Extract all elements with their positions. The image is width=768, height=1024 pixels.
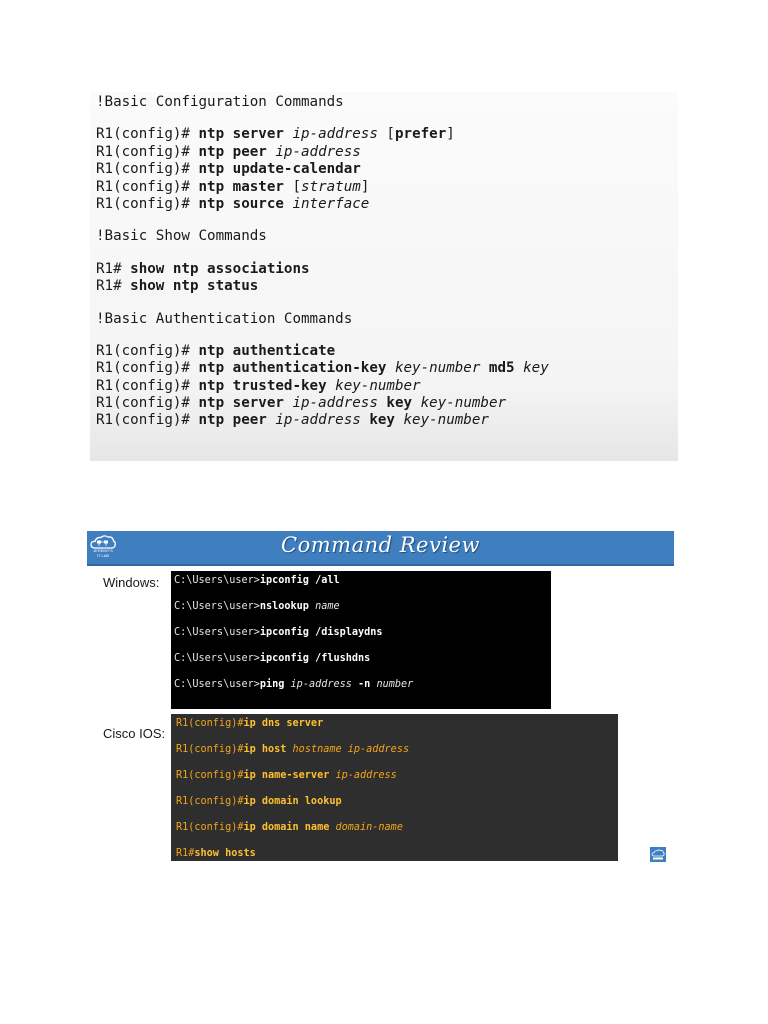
command-review-slide	[87, 531, 674, 868]
command-segment: ip-address	[275, 412, 361, 429]
command-segment: C:\Users\user>	[174, 627, 260, 638]
command-segment: ntp authenticate	[198, 342, 336, 359]
command-segment: ip-address	[335, 770, 397, 781]
command-segment: C:\Users\user>	[174, 653, 260, 664]
windows-command-line	[174, 678, 551, 704]
command-segment: [	[377, 126, 395, 143]
command-segment: hostname ip-address	[292, 744, 410, 755]
command-line	[96, 179, 678, 196]
command-segment: R1(config)#	[96, 342, 199, 359]
ios-command-line	[176, 795, 618, 821]
section-heading: !Basic Show Commands	[96, 228, 267, 245]
windows-command-line	[174, 574, 551, 600]
command-segment: ip dns server	[243, 718, 324, 729]
command-segment: key-number	[420, 395, 507, 412]
command-line	[96, 196, 678, 213]
ios-command-line	[176, 847, 618, 868]
command-segment: R1(config)#	[96, 395, 199, 412]
command-segment: ntp peer	[198, 143, 276, 160]
command-segment: show ntp status	[130, 278, 259, 295]
command-segment: ip host	[243, 744, 293, 755]
section-heading: !Basic Configuration Commands	[96, 94, 344, 110]
ios-command-line	[176, 743, 618, 769]
ios-command-line	[176, 717, 618, 743]
command-line	[96, 261, 678, 278]
command-segment: ntp source	[198, 195, 293, 212]
section-heading: !Basic Authentication Commands	[96, 310, 353, 327]
logo-text: JEREMY'S IT LAB	[93, 548, 113, 558]
command-line	[96, 161, 678, 178]
command-segment: ip-address	[290, 679, 352, 690]
command-segment: ip name-server	[243, 770, 336, 781]
windows-command-line	[174, 652, 551, 678]
windows-command-line	[174, 600, 551, 626]
command-segment: ip-address	[292, 395, 378, 412]
command-segment: ntp update-calendar	[198, 161, 361, 178]
command-segment: key-number	[394, 360, 481, 377]
command-segment: ipconfig /all	[259, 575, 340, 586]
command-segment: ip-address	[292, 126, 378, 143]
command-segment: ]	[446, 126, 455, 143]
command-segment: show ntp associations	[130, 260, 310, 277]
small-logo-icon	[650, 847, 666, 862]
command-segment: R1#	[176, 848, 195, 859]
command-segment: ntp authentication-key	[198, 360, 395, 377]
command-segment: R1(config)#	[96, 161, 199, 178]
command-segment: ipconfig /displaydns	[259, 627, 383, 638]
command-segment: domain-name	[335, 822, 403, 833]
command-segment: key	[377, 395, 421, 412]
command-segment: ip-address	[275, 143, 361, 160]
command-segment: -n	[351, 679, 377, 690]
command-segment: ntp server	[198, 395, 293, 412]
command-segment: ip domain lookup	[243, 796, 342, 807]
slide-header	[87, 531, 674, 566]
command-segment: R1(config)#	[176, 718, 244, 729]
command-segment: interface	[292, 195, 370, 212]
command-segment: ]	[360, 178, 370, 195]
command-segment: ntp peer	[198, 412, 276, 429]
windows-terminal	[171, 571, 551, 709]
windows-command-line	[174, 626, 551, 652]
command-segment: R1(config)#	[96, 412, 199, 429]
command-line	[96, 278, 678, 295]
command-segment: ntp trusted-key	[198, 377, 336, 394]
command-segment: key	[523, 360, 549, 377]
command-segment: R1(config)#	[96, 360, 199, 377]
command-segment: nslookup	[259, 601, 316, 612]
cisco-ios-terminal	[171, 714, 618, 861]
command-segment: C:\Users\user>	[174, 575, 260, 586]
command-segment: R1#	[96, 260, 131, 277]
command-line	[96, 360, 678, 377]
command-line	[96, 126, 678, 143]
command-segment: R1(config)#	[176, 744, 244, 755]
command-segment: key	[360, 412, 404, 429]
command-segment: number	[376, 679, 414, 690]
command-segment: [	[292, 178, 302, 195]
command-segment: stratum	[301, 178, 361, 195]
command-segment: ping	[259, 679, 291, 690]
command-segment: R1(config)#	[176, 796, 244, 807]
command-segment: R1#	[96, 278, 131, 295]
ntp-commands-panel	[90, 92, 678, 461]
command-segment: ntp server	[198, 126, 293, 143]
command-line	[96, 144, 678, 161]
command-segment: R1(config)#	[96, 143, 199, 160]
command-segment: R1(config)#	[96, 178, 199, 195]
command-segment: R1(config)#	[96, 377, 199, 394]
command-segment: show hosts	[194, 848, 256, 859]
command-segment: ipconfig /flushdns	[259, 653, 371, 664]
command-segment: ntp master	[198, 178, 293, 195]
command-segment: name	[315, 601, 340, 612]
cisco-ios-label: Cisco IOS:	[103, 726, 166, 741]
ios-command-line	[176, 769, 618, 795]
command-segment: R1(config)#	[176, 770, 244, 781]
command-segment: ip domain name	[243, 822, 336, 833]
command-line	[96, 412, 678, 429]
command-segment: prefer	[394, 126, 447, 143]
command-segment: key-number	[403, 412, 489, 429]
command-segment: C:\Users\user>	[174, 679, 260, 690]
command-segment: key-number	[335, 377, 421, 394]
slide-title: Command Review	[281, 533, 480, 557]
ios-command-line	[176, 821, 618, 847]
command-line	[96, 378, 678, 395]
command-line	[96, 395, 678, 412]
command-segment: R1(config)#	[96, 126, 199, 143]
command-segment: R1(config)#	[96, 195, 199, 212]
command-line	[96, 343, 678, 360]
command-segment: R1(config)#	[176, 822, 244, 833]
windows-label: Windows:	[103, 575, 160, 590]
command-segment: C:\Users\user>	[174, 601, 260, 612]
command-segment: md5	[480, 360, 524, 377]
